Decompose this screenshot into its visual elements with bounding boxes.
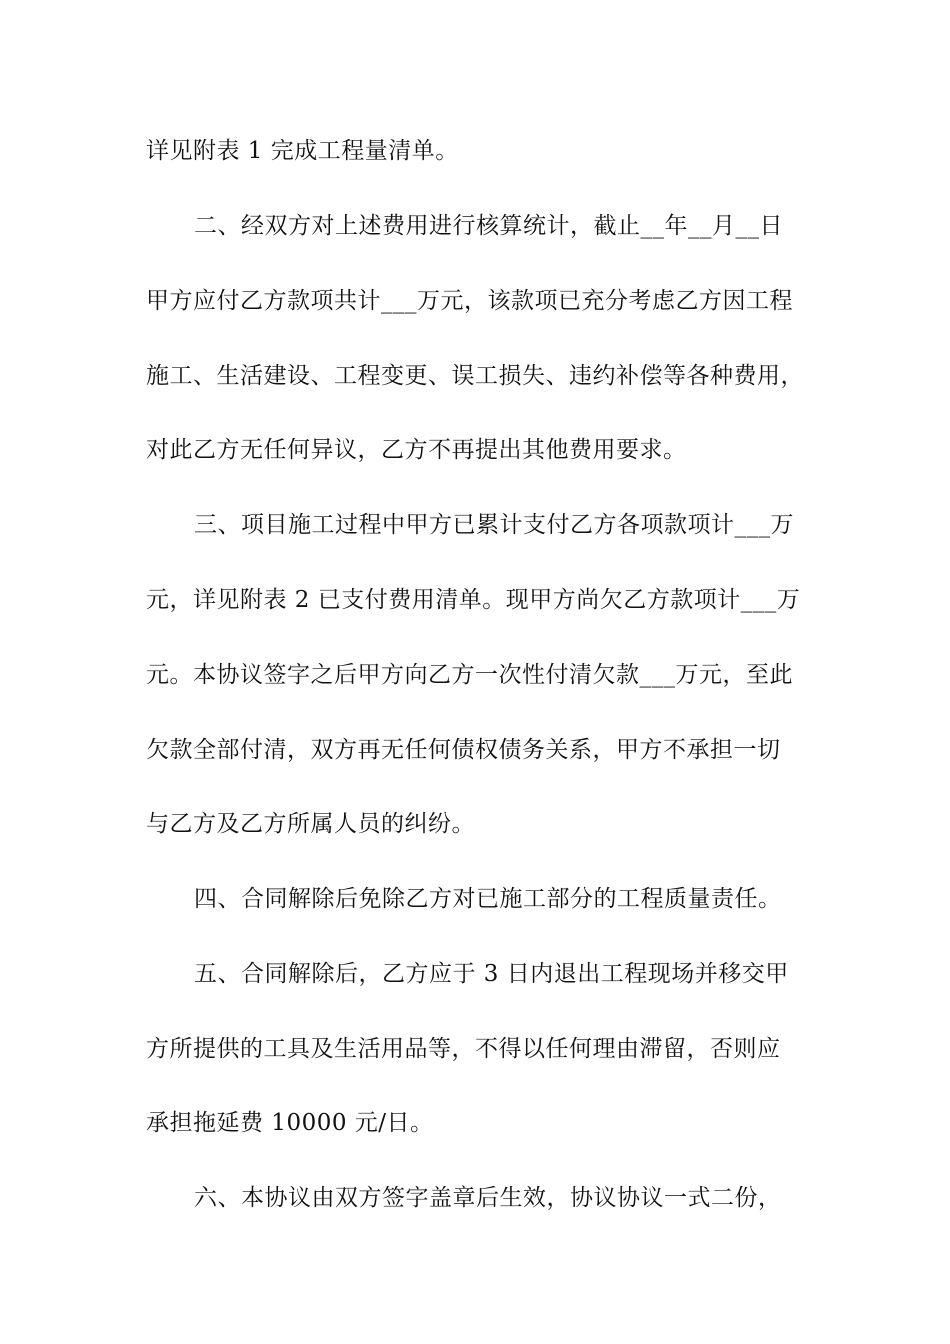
paragraph-2-line-1: 二、经双方对上述费用进行核算统计，截止__年__月__日: [194, 213, 783, 239]
paragraph-4-line-1: 四、合同解除后免除乙方对已施工部分的工程质量责任。: [194, 886, 782, 912]
paragraph-2-line-3: 施工、生活建设、工程变更、误工损失、违约补偿等各种费用，: [146, 363, 804, 389]
paragraph-5-line-1: 五、合同解除后，乙方应于 3 日内退出工程现场并移交甲: [194, 961, 789, 987]
text-line-1: 详见附表 1 完成工程量清单。: [146, 138, 459, 164]
paragraph-3-line-1: 三、项目施工过程中甲方已累计支付乙方各项款项计___万: [194, 512, 794, 538]
paragraph-3-line-3: 元。本协议签字之后甲方向乙方一次性付清欠款___万元，至此: [146, 662, 793, 688]
paragraph-2-line-4: 对此乙方无任何异议，乙方不再提出其他费用要求。: [146, 437, 687, 463]
paragraph-2-line-2: 甲方应付乙方款项共计___万元，该款项已充分考虑乙方因工程: [146, 288, 793, 314]
paragraph-3-line-4: 欠款全部付清，双方再无任何债权债务关系，甲方不承担一切: [146, 737, 781, 763]
paragraph-3-line-2: 元，详见附表 2 已支付费用清单。现甲方尚欠乙方款项计___万: [146, 587, 801, 613]
paragraph-6-line-1: 六、本协议由双方签字盖章后生效，协议协议一式二份，: [194, 1185, 782, 1211]
paragraph-3-line-5: 与乙方及乙方所属人员的纠纷。: [146, 811, 475, 837]
paragraph-5-line-3: 承担拖延费 10000 元/日。: [146, 1110, 434, 1136]
paragraph-5-line-2: 方所提供的工具及生活用品等，不得以任何理由滞留，否则应: [146, 1036, 781, 1062]
